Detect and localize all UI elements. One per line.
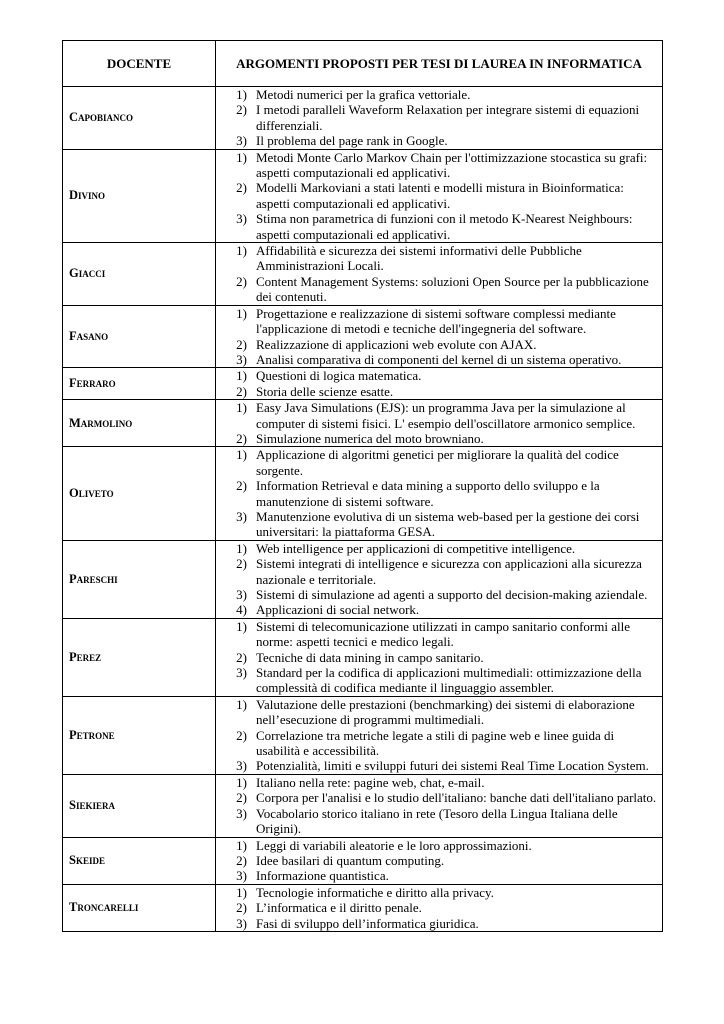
topic-item — [216, 900, 659, 915]
topic-item — [216, 806, 659, 837]
topic-item — [216, 697, 659, 728]
argomenti-cell — [216, 368, 663, 400]
topic-text: Corpora per l'analisi e lo studio dell'italiano: banche dati dell'italiano parlato. — [256, 790, 657, 806]
topic-text: Idee basilari di quantum computing. — [256, 852, 445, 868]
topic-number: 1) — [236, 400, 247, 416]
topic-item — [216, 916, 659, 931]
topic-number: 2) — [236, 273, 247, 289]
table-row — [63, 243, 663, 306]
topic-item — [216, 838, 659, 853]
topic-number: 1) — [236, 87, 247, 102]
topic-number: 3) — [236, 805, 247, 821]
table-row — [63, 837, 663, 884]
table-header-row — [63, 41, 663, 87]
topic-item — [216, 587, 659, 602]
topic-text: Sistemi di telecomunicazione utilizzati in campo sanitario conformi alle norme: aspetti tecnici e medico legali. — [256, 618, 630, 650]
docente-name: Marmolino — [63, 400, 216, 447]
topic-text: Standard per la codifica di applicazioni multimediali: ottimizzazione della complessità di codifica mediante il linguaggio assembler. — [256, 665, 642, 696]
topic-text: Tecniche di data mining in campo sanitario. — [256, 649, 484, 665]
topic-number: 1) — [236, 884, 247, 900]
table-row — [63, 149, 663, 242]
topic-number: 3) — [236, 868, 247, 884]
topic-item — [216, 337, 659, 352]
topic-text: Italiano nella rete: pagine web, chat, e-mail. — [256, 774, 485, 790]
docente-name: Giacci — [63, 243, 216, 306]
topic-list — [216, 697, 659, 774]
topic-text: L’informatica e il diritto penale. — [256, 900, 422, 916]
topic-item — [216, 758, 659, 773]
topic-text: Correlazione tra metriche legate a stili di pagine web e linee guida di usabilità e accessibilità. — [256, 727, 615, 759]
topic-item — [216, 150, 659, 181]
table-body — [63, 87, 663, 932]
topic-item — [216, 556, 659, 587]
topic-text: Information Retrieval e data mining a supporto dello sviluppo e la manutenzione di sistemi software. — [256, 478, 600, 509]
argomenti-cell — [216, 837, 663, 884]
topic-item — [216, 243, 659, 274]
table-row — [63, 447, 663, 540]
topic-item — [216, 602, 659, 617]
topic-item — [216, 665, 659, 696]
docente-name: Perez — [63, 618, 216, 696]
topic-number: 2) — [236, 180, 247, 196]
topic-number: 2) — [236, 478, 247, 494]
argomenti-cell — [216, 243, 663, 306]
topic-number: 3) — [236, 758, 247, 774]
argomenti-cell — [216, 618, 663, 696]
topic-text: Vocabolario storico italiano in rete (Tesoro della Lingua Italiana delle Origini). — [256, 805, 618, 837]
table-row — [63, 87, 663, 150]
docente-name: Siekiera — [63, 774, 216, 837]
topic-item — [216, 211, 659, 242]
topic-item — [216, 775, 659, 790]
topic-text: Metodi Monte Carlo Markov Chain per l'ottimizzazione stocastica su grafi: aspetti computazionali ed applicativi. — [256, 149, 648, 181]
topic-item — [216, 368, 659, 383]
topic-text: Leggi di variabili aleatorie e le loro approssimazioni. — [256, 837, 532, 853]
topic-item — [216, 728, 659, 759]
topic-list — [216, 87, 659, 149]
table-row — [63, 400, 663, 447]
docente-name: Petrone — [63, 696, 216, 774]
topic-number: 2) — [236, 336, 247, 352]
argomenti-cell — [216, 696, 663, 774]
topic-list — [216, 619, 659, 696]
argomenti-cell — [216, 884, 663, 931]
topic-list — [216, 885, 659, 931]
topic-text: Web intelligence per applicazioni di competitive intelligence. — [256, 540, 576, 556]
topic-text: Storia delle scienze esatte. — [256, 383, 394, 399]
docente-name: Oliveto — [63, 447, 216, 540]
topic-text: Fasi di sviluppo dell’informatica giuridica. — [256, 915, 479, 931]
argomenti-cell — [216, 400, 663, 447]
table-row — [63, 884, 663, 931]
argomenti-cell — [216, 540, 663, 618]
topic-text: Progettazione e realizzazione di sistemi software complessi mediante l'applicazione di metodi e tecniche dell'ingegneria del software. — [256, 305, 616, 337]
topic-number: 1) — [236, 696, 247, 712]
topic-item — [216, 509, 659, 540]
topic-text: Applicazione di algoritmi genetici per migliorare la qualità del codice sorgente. — [256, 447, 619, 478]
docente-name: Ferraro — [63, 368, 216, 400]
topic-item — [216, 400, 659, 431]
table-row — [63, 774, 663, 837]
docente-name: Fasano — [63, 305, 216, 368]
topic-text: Il problema del page rank in Google. — [256, 133, 448, 149]
topic-list — [216, 243, 659, 305]
topic-number: 2) — [236, 790, 247, 806]
topic-text: Analisi comparativa di componenti del kernel di un sistema operativo. — [256, 351, 622, 367]
topic-text: Simulazione numerica del moto browniano. — [256, 430, 484, 446]
topic-text: I metodi paralleli Waveform Relaxation per integrare sistemi di equazioni differenziali. — [256, 102, 640, 133]
topic-number: 2) — [236, 649, 247, 665]
topic-text: Potenzialità, limiti e sviluppi futuri dei sistemi Real Time Location System. — [256, 758, 649, 774]
topic-number: 1) — [236, 540, 247, 556]
topic-list — [216, 447, 659, 539]
topic-list — [216, 400, 659, 446]
topic-text: Sistemi di simulazione ad agenti a supporto del decision-making aziendale. — [256, 587, 648, 602]
argomenti-cell — [216, 305, 663, 368]
table-row — [63, 618, 663, 696]
topic-list — [216, 541, 659, 618]
topic-list — [216, 368, 659, 399]
argomenti-cell — [216, 447, 663, 540]
topic-number: 3) — [236, 211, 247, 227]
topic-item — [216, 868, 659, 883]
topic-item — [216, 650, 659, 665]
docente-name: Capobianco — [63, 87, 216, 150]
topic-text: Stima non parametrica di funzioni con il metodo K-Nearest Neighbours: aspetti computazionali ed applicativi. — [256, 211, 633, 242]
topic-item — [216, 790, 659, 805]
topic-item — [216, 478, 659, 509]
argomenti-cell — [216, 149, 663, 242]
topic-item — [216, 885, 659, 900]
topic-number: 1) — [236, 837, 247, 853]
docente-name: Skeide — [63, 837, 216, 884]
topic-number: 2) — [236, 900, 247, 916]
table-row — [63, 305, 663, 368]
topic-list — [216, 838, 659, 884]
topic-text: Metodi numerici per la grafica vettoriale. — [256, 87, 471, 102]
topic-item — [216, 133, 659, 148]
topic-text: Modelli Markoviani a stati latenti e modelli mistura in Bioinformatica: aspetti computazionali ed applicativi. — [256, 180, 624, 211]
header-docente: DOCENTE — [63, 41, 216, 87]
topic-number: 2) — [236, 556, 247, 572]
topic-item — [216, 384, 659, 399]
topic-item — [216, 352, 659, 367]
argomenti-cell — [216, 87, 663, 150]
topic-text: Content Management Systems: soluzioni Open Source per la pubblicazione dei contenuti. — [256, 273, 649, 305]
header-argomenti: ARGOMENTI PROPOSTI PER TESI DI LAUREA IN INFORMATICA — [216, 41, 663, 87]
topic-number: 4) — [236, 602, 247, 618]
topic-text: Valutazione delle prestazioni (benchmarking) dei sistemi di elaborazione nell’esecuzione di programmi multimediali. — [256, 696, 635, 728]
topic-number: 2) — [236, 430, 247, 446]
table-row — [63, 696, 663, 774]
topic-number: 1) — [236, 447, 247, 463]
topic-number: 3) — [236, 508, 247, 524]
topic-list — [216, 150, 659, 242]
docente-name: Troncarelli — [63, 884, 216, 931]
topic-number: 1) — [236, 774, 247, 790]
topic-item — [216, 619, 659, 650]
topic-text: Manutenzione evolutiva di un sistema web-based per la gestione dei corsi universitari: la piattaforma GESA. — [256, 508, 640, 540]
topic-item — [216, 180, 659, 211]
topic-item — [216, 306, 659, 337]
topic-list — [216, 306, 659, 368]
topic-text: Sistemi integrati di intelligence e sicurezza con applicazioni alla sicurezza nazionale e territoriale. — [256, 556, 642, 587]
docente-name: Pareschi — [63, 540, 216, 618]
topic-number: 3) — [236, 665, 247, 681]
topic-number: 3) — [236, 351, 247, 367]
topic-text: Affidabilità e sicurezza dei sistemi informativi delle Pubbliche Amministrazioni Locali. — [256, 243, 582, 274]
docente-name: Divino — [63, 149, 216, 242]
topic-number: 3) — [236, 587, 247, 602]
topic-text: Applicazioni di social network. — [256, 602, 420, 618]
topic-text: Realizzazione di applicazioni web evolute con AJAX. — [256, 336, 537, 352]
topic-text: Questioni di logica matematica. — [256, 368, 422, 384]
topic-item — [216, 102, 659, 133]
topic-list — [216, 775, 659, 837]
topic-item — [216, 274, 659, 305]
topic-number: 2) — [236, 102, 247, 118]
table-row — [63, 540, 663, 618]
topic-number: 3) — [236, 915, 247, 931]
topic-number: 2) — [236, 852, 247, 868]
table-row — [63, 368, 663, 400]
topic-number: 1) — [236, 149, 247, 165]
topic-number: 1) — [236, 618, 247, 634]
topic-item — [216, 87, 659, 102]
thesis-topics-table — [62, 40, 663, 932]
topic-item — [216, 853, 659, 868]
topic-item — [216, 447, 659, 478]
topic-item — [216, 431, 659, 446]
topic-number: 1) — [236, 243, 247, 259]
topic-number: 1) — [236, 305, 247, 321]
argomenti-cell — [216, 774, 663, 837]
topic-number: 3) — [236, 133, 247, 149]
topic-text: Informazione quantistica. — [256, 868, 389, 884]
topic-text: Easy Java Simulations (EJS): un programma Java per la simulazione al computer di sistemi fisici. L' esempio dell'oscillatore armonico semplice. — [256, 400, 636, 431]
topic-item — [216, 541, 659, 556]
topic-number: 2) — [236, 383, 247, 399]
topic-number: 1) — [236, 368, 247, 384]
topic-number: 2) — [236, 727, 247, 743]
topic-text: Tecnologie informatiche e diritto alla privacy. — [256, 884, 494, 900]
